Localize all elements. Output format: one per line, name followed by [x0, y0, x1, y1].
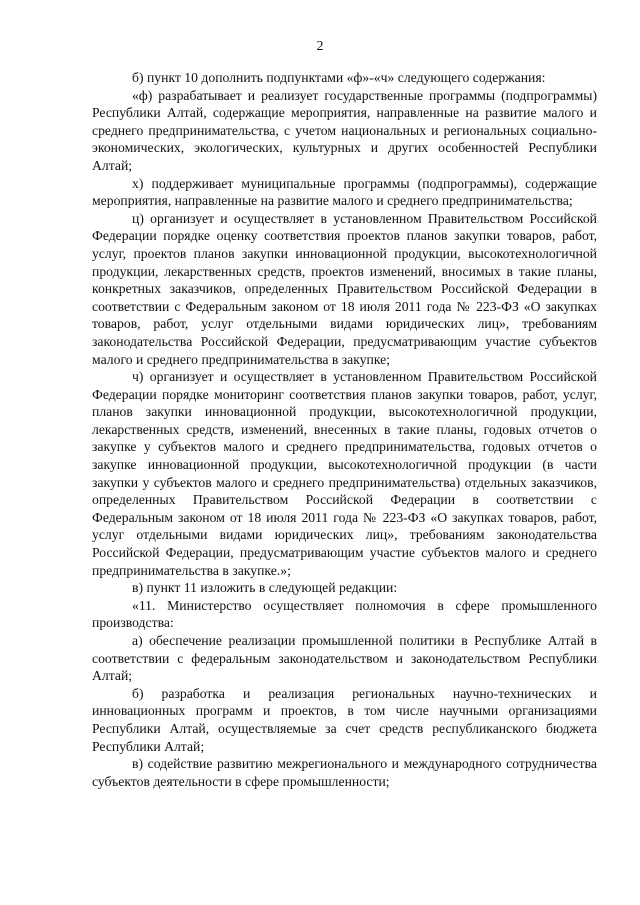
page-number: 2	[316, 39, 324, 54]
paragraph-subitem-ts: ц) организует и осуществляет в установленном Правительством Российской Федерации порядке оценку соответствия проектов планов закупки товаров, работ, услуг, проектов планов закупки инновационной продукции, высокотехнологичной продукции, лекарственных средств, проектов изменений, вносимых в такие планы, конкретных заказчиков, определенных Правительством Российской Федерации в соответствии с Федеральным законом от 18 июля 2011 года № 223-ФЗ «О закупках товаров, работ, услуг отдельными видами юридических лиц», требованиям законодательства Российской Федерации, предусматривающим участие субъектов малого и среднего предпринимательства в закупке;	[92, 210, 597, 367]
paragraph-point-11-v: в) содействие развитию межрегионального и международного сотрудничества субъектов деятельности в сфере промышленности;	[92, 756, 597, 789]
paragraph-point-11-b: б) разработка и реализация региональных научно-технических и инновационных программ и проектов, в том числе научными организациями Республики Алтай, осуществляемые за счет средств республиканского бюджета Республики Алтай;	[92, 685, 597, 754]
paragraph-subitem-ch: ч) организует и осуществляет в установленном Правительством Российской Федерации порядке мониторинг соответствия планов закупки товаров, работ, услуг, планов закупки инновационной продукции, высокотехнологичной продукции, лекарственных средств, изменений, внесенных в такие планы, годовых отчетов о закупке у субъектов малого и среднего предпринимательства, годовых отчетов о закупке инновационной продукции, высокотехнологичной продукции (в части закупки у субъектов малого и среднего предпринимательства) отдельных заказчиков, определенных Правительством Российской Федерации в соответствии с Федеральным законом от 18 июля 2011 года № 223-ФЗ «О закупках товаров, работ, услуг отдельными видами юридических лиц», требованиям законодательства Российской Федерации, предусматривающим участие субъектов малого и среднего предпринимательства в закупке.»;	[92, 369, 597, 578]
document-body	[92, 69, 597, 790]
paragraph-item-b: б) пункт 10 дополнить подпунктами «ф»-«ч» следующего содержания:	[132, 70, 546, 85]
paragraph-point-11: «11. Министерство осуществляет полномочия в сфере промышленного производства:	[92, 597, 597, 631]
paragraph-point-11-a: а) обеспечение реализации промышленной политики в Республике Алтай в соответствии с федеральным законодательством и законодательством Республики Алтай;	[92, 633, 597, 684]
paragraph-subitem-kh: х) поддерживает муниципальные программы (подпрограммы), содержащие мероприятия, направленные на развитие малого и среднего предпринимательства;	[92, 175, 597, 209]
paragraph-subitem-f: «ф) разрабатывает и реализует государственные программы (подпрограммы) Республики Алтай, содержащие мероприятия, направленные на развитие малого и среднего предпринимательства, с учетом национальных и региональных социально-экономических, экологических, культурных и других особенностей Республики Алтай;	[92, 87, 597, 173]
paragraph-item-v: в) пункт 11 изложить в следующей редакции:	[132, 580, 398, 596]
